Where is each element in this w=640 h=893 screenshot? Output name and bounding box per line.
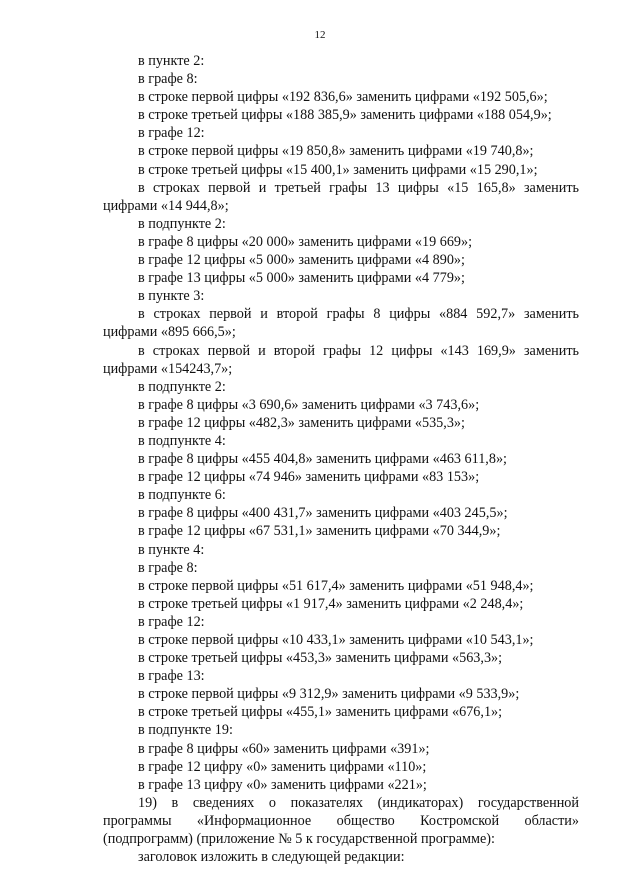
text-line: в подпункте 4: — [138, 432, 226, 449]
text-line: в графе 12: — [138, 613, 205, 630]
text-line: в графе 12 цифру «0» заменить цифрами «110»; — [138, 758, 427, 775]
text-line: в пункте 2: — [138, 53, 205, 69]
text-line: в графе 8 цифры «20 000» заменить цифрами «19 669»; — [138, 233, 473, 250]
text-line: в строке третьей цифры «455,1» заменить цифрами «676,1»; — [138, 704, 503, 721]
text-line: в пункте 4: — [138, 541, 205, 558]
text-line: в строке первой цифры «9 312,9» заменить цифрами «9 533,9»; — [138, 686, 520, 703]
text-paragraph: в строках первой и третьей графы 13 цифры «15 165,8» заменить цифрами «14 944,8»; — [103, 179, 579, 214]
text-line: в графе 12 цифры «5 000» заменить цифрами «4 890»; — [138, 252, 465, 269]
text-line: в подпункте 19: — [138, 722, 233, 739]
text-line: в графе 8 цифры «400 431,7» заменить цифрами «403 245,5»; — [138, 505, 508, 522]
text-line: в графе 12: — [138, 125, 205, 142]
text-line: в подпункте 6: — [138, 487, 226, 504]
text-line: в графе 12 цифры «67 531,1» заменить цифрами «70 344,9»; — [138, 523, 501, 540]
text-line: в графе 13 цифру «0» заменить цифрами «221»; — [138, 776, 427, 793]
text-line: заголовок изложить в следующей редакции: — [138, 849, 405, 866]
text-line: в подпункте 2: — [138, 215, 226, 232]
text-line: в пункте 3: — [138, 288, 205, 305]
text-paragraph: 19) в сведениях о показателях (индикаторах) государственной программы «Информационное общество Костромской области» (подпрограмм) (приложение № 5 к государственной программе): — [103, 794, 579, 848]
document-body — [103, 52, 579, 866]
text-line: в строке третьей цифры «1 917,4» заменить цифрами «2 248,4»; — [138, 595, 524, 612]
text-paragraph: в строках первой и второй графы 12 цифры «143 169,9» заменить цифрами «154243,7»; — [103, 342, 579, 377]
text-line: в строке третьей цифры «188 385,9» заменить цифрами «188 054,9»; — [138, 107, 552, 124]
text-line: в графе 13: — [138, 668, 205, 685]
text-line: в графе 8: — [138, 559, 198, 576]
text-line: в графе 8 цифры «3 690,6» заменить цифрами «3 743,6»; — [138, 396, 480, 413]
text-line: в графе 13 цифры «5 000» заменить цифрами «4 779»; — [138, 270, 465, 287]
page-number: 12 — [314, 29, 326, 41]
text-line: в графе 8: — [138, 71, 198, 88]
text-paragraph: в строках первой и второй графы 8 цифры «884 592,7» заменить цифрами «895 666,5»; — [103, 306, 579, 341]
text-line: в строке третьей цифры «15 400,1» заменить цифрами «15 290,1»; — [138, 161, 538, 178]
text-line: в графе 8 цифры «60» заменить цифрами «391»; — [138, 740, 430, 757]
text-line: в графе 12 цифры «482,3» заменить цифрами «535,3»; — [138, 414, 465, 431]
text-line: в строке первой цифры «10 433,1» заменить цифрами «10 543,1»; — [138, 632, 534, 648]
text-line: в строке первой цифры «51 617,4» заменить цифрами «51 948,4»; — [138, 577, 534, 594]
text-line: в строке первой цифры «192 836,6» заменить цифрами «192 505,6»; — [138, 89, 548, 106]
text-line: в строке первой цифры «19 850,8» заменить цифрами «19 740,8»; — [138, 143, 534, 160]
text-line: в строке третьей цифры «453,3» заменить цифрами «563,3»; — [138, 650, 503, 667]
text-line: в графе 12 цифры «74 946» заменить цифрами «83 153»; — [138, 469, 480, 486]
text-line: в графе 8 цифры «455 404,8» заменить цифрами «463 611,8»; — [138, 451, 507, 468]
text-line: в подпункте 2: — [138, 378, 226, 395]
